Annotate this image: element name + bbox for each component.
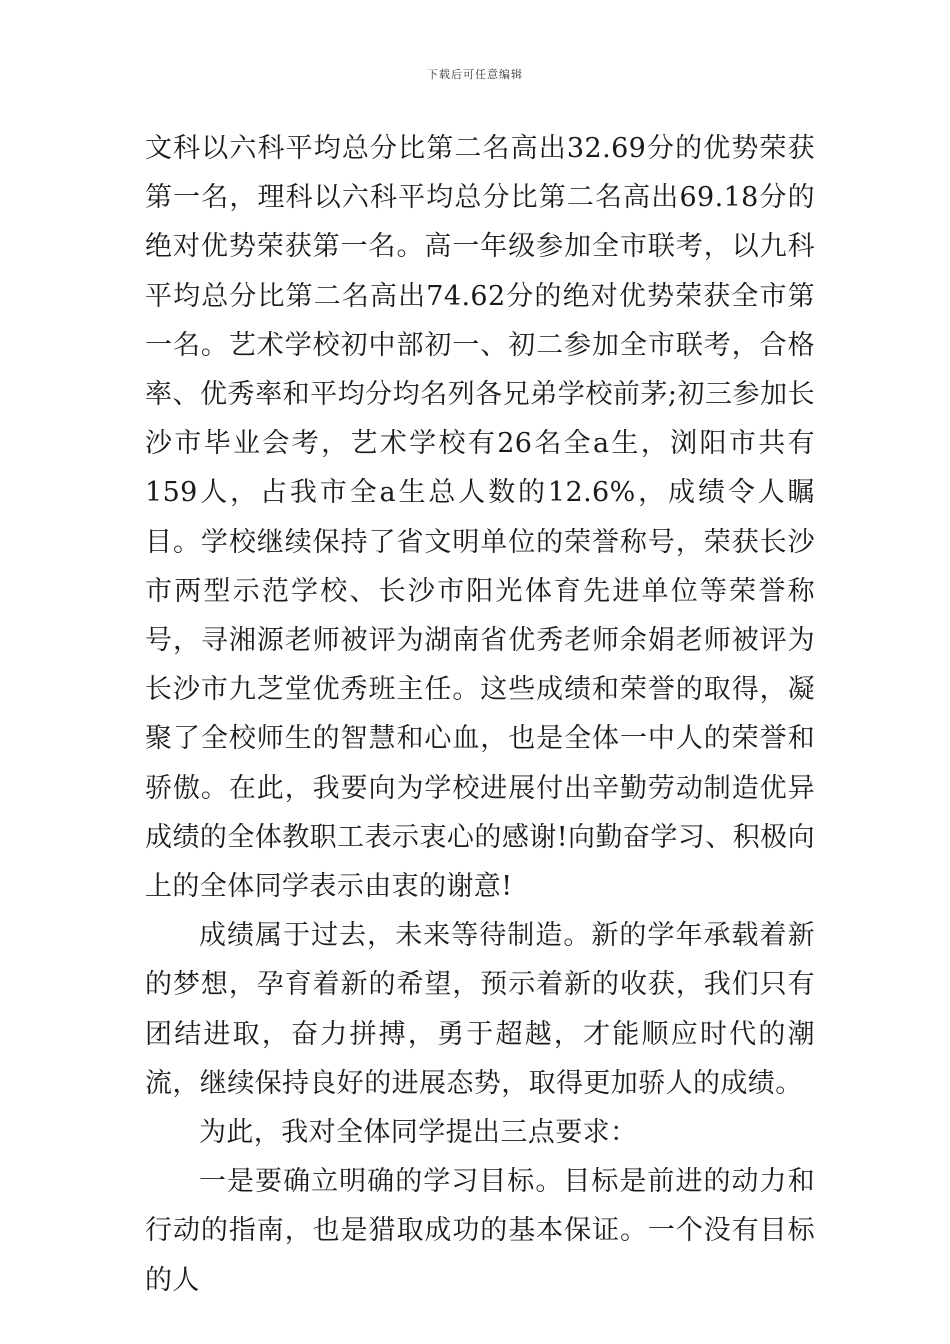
paragraph-requirements-intro: 为此，我对全体同学提出三点要求： xyxy=(199,1117,638,1149)
paragraph-future: 成绩属于过去，未来等待制造。新的学年承载着新的梦想，孕育着新的希望，预示着新的收获，我们只有团结进取，奋力拼搏，勇于超越，才能顺应时代的潮流，继续保持良好的进展态势，取得更加骄人的成绩。 xyxy=(145,920,815,1099)
paragraph-achievements: 文科以六科平均总分比第二名高出32.69分的优势荣获第一名，理科以六科平均总分比第二名高出69.18分的绝对优势荣获第一名。高一年级参加全市联考，以九科平均总分比第二名高出74.62分的绝对优势荣获全市第一名。艺术学校初中部初一、初二参加全市联考，合格率、优秀率和平均分均名列各兄弟学校前茅;初三参加长沙市毕业会考，艺术学校有26名全a生，浏阳市共有159人，占我市全a生总人数的12.6%，成绩令人瞩目。学校继续保持了省文明单位的荣誉称号，荣获长沙市两型示范学校、长沙市阳光体育先进单位等荣誉称号，寻湘源老师被评为湖南省优秀老师余娟老师被评为长沙市九芝堂优秀班主任。这些成绩和荣誉的取得，凝聚了全校师生的智慧和心血，也是全体一中人的荣誉和骄傲。在此，我要向为学校进展付出辛勤劳动制造优异成绩的全体教职工表示衷心的感谢!向勤奋学习、积极向上的全体同学表示由衷的谢意! xyxy=(145,133,815,903)
paragraph-requirement-one: 一是要确立明确的学习目标。目标是前进的动力和行动的指南，也是猎取成功的基本保证。一个没有目标的人 xyxy=(145,1166,815,1296)
body-text xyxy=(145,124,815,1305)
header-note: 下载后可任意编辑 xyxy=(427,68,523,81)
